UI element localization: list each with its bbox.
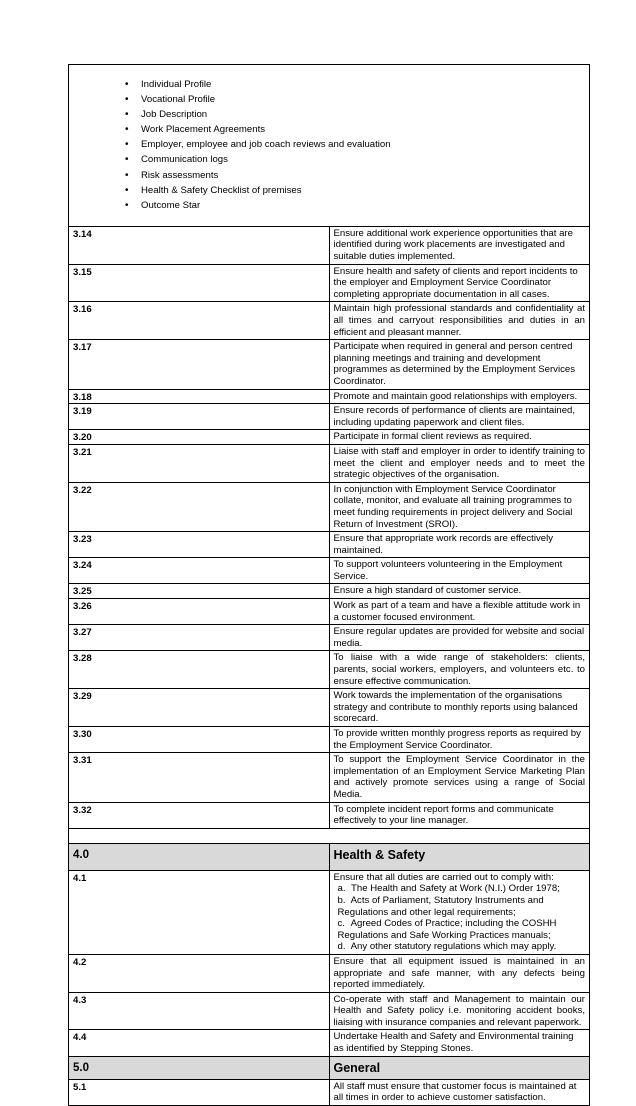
spacer-row	[69, 828, 590, 843]
item-number: 3.22	[69, 482, 330, 531]
list-item: • Work Placement Agreements	[141, 122, 589, 137]
item-text: Undertake Health and Safety and Environmental training as identified by Stepping Stones.	[329, 1030, 590, 1056]
duties-table	[68, 64, 590, 1106]
item-text: Ensure that all equipment issued is maintained in an appropriate and safe manner, with any defects being reported immediately.	[329, 954, 590, 992]
list-text: Acts of Parliament, Statutory Instruments and Regulations and other legal requirements;	[337, 894, 544, 918]
item-text: In conjunction with Employment Service Coordinator collate, monitor, and evaluate all training programmes to meet funding requirements in project delivery and Social Return of Investment (SROI).	[329, 482, 590, 531]
table-row	[69, 689, 590, 727]
list-letter: d.	[337, 941, 346, 953]
item-text: All staff must ensure that customer focus is maintained at all times in order to achieve customer satisfaction.	[329, 1079, 590, 1105]
item-text: Ensure that appropriate work records are effectively maintained.	[329, 532, 590, 558]
item-number: 5.1	[69, 1079, 330, 1105]
table-row	[69, 65, 590, 227]
table-row	[69, 625, 590, 651]
item-number: 3.26	[69, 599, 330, 625]
table-row	[69, 302, 590, 340]
item-number: 3.16	[69, 302, 330, 340]
item-number: 3.25	[69, 584, 330, 599]
table-row	[69, 727, 590, 753]
list-text: Any other statutory regulations which may apply.	[350, 941, 557, 953]
item-text: Ensure records of performance of clients are maintained, including updating paperwork and client files.	[329, 404, 590, 430]
item-text: Ensure health and safety of clients and report incidents to the employer and Employment Service Coordinator completing appropriate documentation in all cases.	[329, 264, 590, 302]
table-row	[69, 389, 590, 404]
list-item: • Communication logs	[141, 152, 589, 167]
table-row	[69, 482, 590, 531]
list-item: • Vocational Profile	[141, 92, 589, 107]
item-number: 3.30	[69, 727, 330, 753]
table-row	[69, 992, 590, 1030]
table-row	[69, 651, 590, 689]
list-item	[338, 883, 586, 895]
item-text: To provide written monthly progress reports as required by the Employment Service Coordinator.	[329, 727, 590, 753]
item-number: 3.32	[69, 802, 330, 828]
table-row	[69, 584, 590, 599]
item-text: Ensure additional work experience opportunities that are identified during work placements are investigated and suitable duties implemented.	[329, 226, 590, 264]
item-text: Co-operate with staff and Management to maintain our Health and Safety policy i.e. monitoring accident books, liaising with insurance companies and relevant paperwork.	[329, 992, 590, 1030]
item-text: Participate when required in general and person centred planning meetings and training and development programmes as determined by the Employment Services Coordinator.	[329, 340, 590, 389]
table-row	[69, 599, 590, 625]
table-row	[69, 430, 590, 445]
list-text: The Health and Safety at Work (N.I.) Order 1978;	[351, 883, 560, 895]
list-letter: c.	[337, 918, 345, 930]
item-number: 3.31	[69, 753, 330, 802]
item-number: 3.20	[69, 430, 330, 445]
item-number: 3.28	[69, 651, 330, 689]
table-row	[69, 802, 590, 828]
item-intro: Ensure that all duties are carried out to comply with:	[333, 871, 554, 883]
list-item: • Health & Safety Checklist of premises	[141, 183, 589, 198]
item-text: Ensure a high standard of customer service.	[329, 584, 590, 599]
item-text: Maintain high professional standards and confidentiality at all times and carryout responsibilities and duties in an efficient and pleasant manner.	[329, 302, 590, 340]
item-number: 3.24	[69, 558, 330, 584]
item-text: Work towards the implementation of the organisations strategy and contribute to monthly reports using balanced scorecard.	[329, 689, 590, 727]
item-number: 3.17	[69, 340, 330, 389]
item-text: Participate in formal client reviews as required.	[329, 430, 590, 445]
list-item: • Employer, employee and job coach reviews and evaluation	[141, 137, 589, 152]
regulation-list	[334, 883, 586, 953]
list-letter: b.	[337, 894, 346, 906]
section-header-health-safety	[69, 843, 590, 870]
item-text: Ensure regular updates are provided for website and social media.	[329, 625, 590, 651]
item-number: 3.19	[69, 404, 330, 430]
item-text: To support volunteers volunteering in the Employment Service.	[329, 558, 590, 584]
item-text: Liaise with staff and employer in order to identify training to meet the client and employer needs and to meet the strategic objectives of the organisation.	[329, 444, 590, 482]
section-number: 4.0	[69, 843, 330, 870]
section-header-general	[69, 1056, 590, 1079]
table-row	[69, 404, 590, 430]
item-number: 3.27	[69, 625, 330, 651]
table-row	[69, 444, 590, 482]
item-number: 3.14	[69, 226, 330, 264]
list-item: • Job Description	[141, 107, 589, 122]
table-row	[69, 340, 590, 389]
item-number: 3.15	[69, 264, 330, 302]
table-row	[69, 558, 590, 584]
list-item	[338, 895, 586, 918]
item-text: To liaise with a wide range of stakeholders: clients, parents, social workers, employers, and volunteers etc. to ensure effective communication.	[329, 651, 590, 689]
item-text: To complete incident report forms and communicate effectively to your line manager.	[329, 802, 590, 828]
table-row	[69, 954, 590, 992]
item-number: 4.2	[69, 954, 330, 992]
item-number: 4.4	[69, 1030, 330, 1056]
spacer-cell	[69, 828, 590, 843]
list-item: • Individual Profile	[141, 77, 589, 92]
records-cell	[69, 65, 590, 227]
table-row	[69, 264, 590, 302]
item-number: 4.1	[69, 870, 330, 954]
list-item	[338, 918, 586, 941]
table-row	[69, 532, 590, 558]
item-text: To support the Employment Service Coordinator in the implementation of an Employment Service Marketing Plan and actively promote services using a range of Social Media.	[329, 753, 590, 802]
table-row	[69, 1030, 590, 1056]
item-number: 3.21	[69, 444, 330, 482]
item-text: Work as part of a team and have a flexible attitude work in a customer focused environment.	[329, 599, 590, 625]
section-number: 5.0	[69, 1056, 330, 1079]
item-text: Promote and maintain good relationships with employers.	[329, 389, 590, 404]
item-number: 3.23	[69, 532, 330, 558]
list-letter: a.	[337, 883, 346, 895]
list-item: • Risk assessments	[141, 168, 589, 183]
job-description-page	[68, 64, 590, 1106]
records-bullet-list	[69, 65, 589, 226]
item-number: 4.3	[69, 992, 330, 1030]
section-title: Health & Safety	[329, 843, 590, 870]
table-row	[69, 870, 590, 954]
item-text	[329, 870, 590, 954]
table-row	[69, 1079, 590, 1105]
list-text: Agreed Codes of Practice; including the COSHH Regulations and Safe Working Practices manuals;	[337, 918, 557, 941]
table-row	[69, 753, 590, 802]
list-item: • Outcome Star	[141, 198, 589, 213]
section-title: General	[329, 1056, 590, 1079]
item-number: 3.29	[69, 689, 330, 727]
item-number: 3.18	[69, 389, 330, 404]
table-row	[69, 226, 590, 264]
list-item	[338, 941, 586, 953]
